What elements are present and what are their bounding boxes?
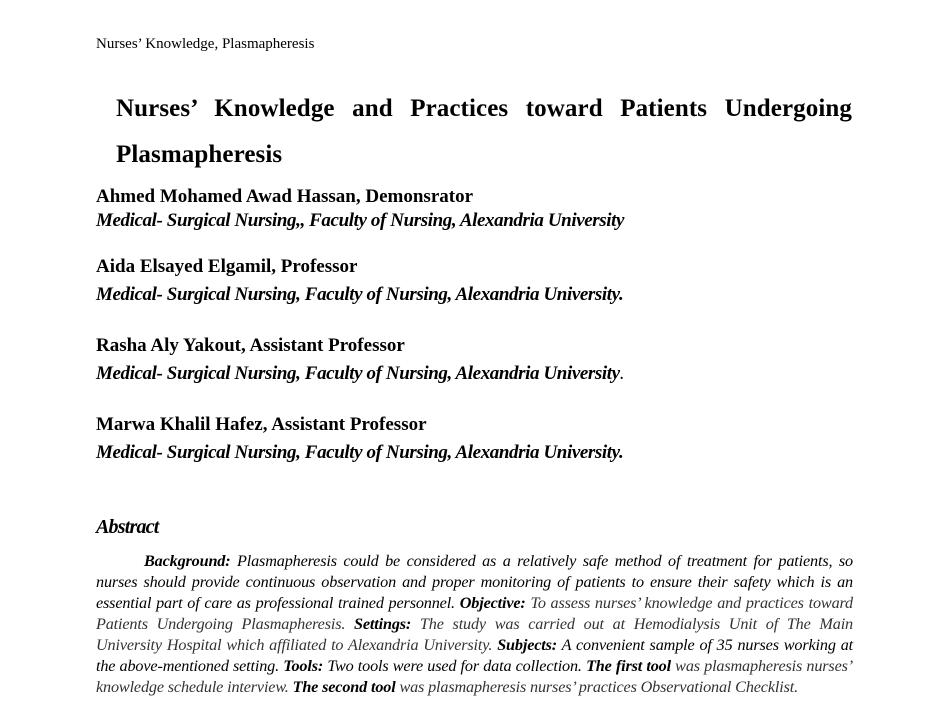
author-name: Ahmed Mohamed Awad Hassan, Demonsrator xyxy=(96,186,474,207)
author-name: Marwa Khalil Hafez, Assistant Professor xyxy=(96,414,427,435)
author-name: Rasha Aly Yakout, Assistant Professor xyxy=(96,335,405,356)
author-affiliation: Medical- Surgical Nursing,, Faculty of Nursing, Alexandria University xyxy=(96,210,625,231)
paper-title: Nurses’ Knowledge and Practices toward Patients Undergoing Plasmapheresis xyxy=(116,95,852,168)
tools-label: Tools: xyxy=(283,657,324,675)
author-affiliation: Medical- Surgical Nursing, Faculty of Nursing, Alexandria University. xyxy=(96,442,624,463)
author-block xyxy=(96,255,856,307)
second-tool-label: The second tool xyxy=(292,678,396,696)
background-label: Background: xyxy=(144,552,231,570)
abstract-body: Background: Plasmapheresis could be considered as a relatively safe method of treatment for patients, so nurses should provide continuous observation and proper monitoring of patients to ensure their safety which is an essential part of care as professional trained personnel. Objective: To assess nurses’ knowledge and practices toward Patients Undergoing Plasmapheresis. Settings: The study was carried out at Hemodialysis Unit of The Main University Hospital which affiliated to Alexandria University. Subjects: A convenient sample of 35 nurses working at the above-mentioned setting. Tools: Two tools were used for data collection. The first tool was plasmapheresis nurses’ knowledge schedule interview. The second tool was plasmapheresis nurses’ practices Observational Checklist. xyxy=(96,552,854,696)
author-block xyxy=(96,185,856,233)
author-block xyxy=(96,334,856,386)
author-name: Aida Elsayed Elgamil, Professor xyxy=(96,256,358,277)
author-block xyxy=(96,413,856,465)
author-affiliation: Medical- Surgical Nursing, Faculty of Nursing, Alexandria University. xyxy=(96,363,625,384)
first-tool-label: The first tool xyxy=(586,657,671,675)
author-affiliation: Medical- Surgical Nursing, Faculty of Nursing, Alexandria University. xyxy=(96,284,624,305)
abstract-heading: Abstract xyxy=(96,516,159,538)
running-header: Nurses’ Knowledge, Plasmapheresis xyxy=(96,36,315,52)
objective-label: Objective: xyxy=(459,594,526,612)
subjects-label: Subjects: xyxy=(497,636,558,654)
settings-label: Settings: xyxy=(354,615,412,633)
